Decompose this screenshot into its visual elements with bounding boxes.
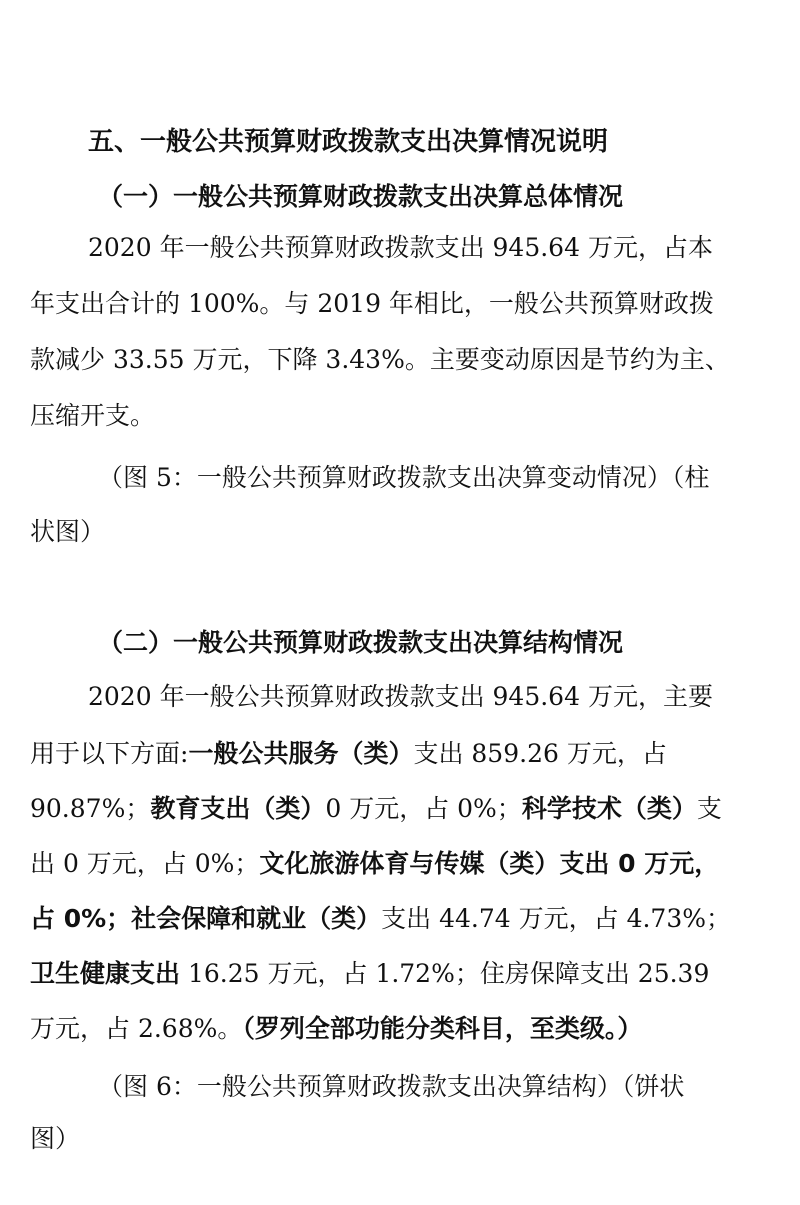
category-education: 教育支出（类）	[150, 794, 326, 823]
paragraph-2-line-5	[30, 903, 775, 935]
paragraph-2-line-2	[30, 738, 775, 770]
paragraph-1-line-3: 款减少 33.55 万元，下降 3.43%。主要变动原因是节约为主、	[30, 345, 730, 374]
paragraph-1-line-2: 年支出合计的 100%。与 2019 年相比，一般公共预算财政拨	[30, 289, 714, 318]
category-health: 卫生健康支出	[30, 959, 181, 988]
figure-5-note-cont: 状图）	[30, 517, 106, 546]
category-science-technology: 科学技术（类）	[521, 794, 697, 823]
section-title: 五、一般公共预算财政拨款支出决算情况说明	[88, 127, 609, 157]
figure-5-note: （图 5：一般公共预算财政拨款支出决算变动情况）（柱	[98, 463, 710, 492]
text-span: 支出 859.26 万元，占	[413, 739, 667, 768]
text-span: 用于以下方面:	[30, 739, 189, 768]
text-span: 支出 44.74 万元，占 4.73%；	[381, 904, 732, 933]
subsection-2-title: （二）一般公共预算财政拨款支出决算结构情况	[98, 628, 624, 657]
category-social-security-employment: 社会保障和就业（类）	[131, 904, 382, 933]
paragraph-2-line-1: 2020 年一般公共预算财政拨款支出 945.64 万元，主要	[88, 682, 713, 711]
text-span: 支	[696, 794, 722, 823]
paragraph-1-line-1: 2020 年一般公共预算财政拨款支出 945.64 万元，占本	[88, 233, 713, 262]
paragraph-2-line-6	[30, 958, 775, 990]
text-span: 0 万元，占 0%；	[325, 794, 522, 823]
figure-6-note-cont: 图）	[30, 1124, 81, 1153]
text-span: 90.87%；	[30, 794, 151, 823]
category-culture-tourism-sports-media: 文化旅游体育与传媒（类）支出 0 万元，	[259, 849, 720, 878]
category-general-public-services: 一般公共服务（类）	[188, 739, 414, 768]
subsection-1-title: （一）一般公共预算财政拨款支出决算总体情况	[98, 182, 624, 211]
paragraph-2-line-3	[30, 793, 775, 825]
text-span: 16.25 万元，占 1.72%；住房保障支出 25.39	[180, 959, 710, 988]
text-span: 万元，占 2.68%。	[30, 1014, 243, 1043]
text-span: 出 0 万元，占 0%；	[30, 849, 260, 878]
paragraph-1-line-4: 压缩开支。	[30, 401, 156, 430]
figure-6-note: （图 6：一般公共预算财政拨款支出决算结构）（饼状	[98, 1072, 685, 1101]
paragraph-2-line-7	[30, 1013, 775, 1045]
text-span-bold: 占 0%；	[30, 904, 132, 933]
paragraph-2-line-4	[30, 848, 775, 880]
instruction-note: （罗列全部功能分类科目，至类级。）	[242, 1014, 643, 1043]
